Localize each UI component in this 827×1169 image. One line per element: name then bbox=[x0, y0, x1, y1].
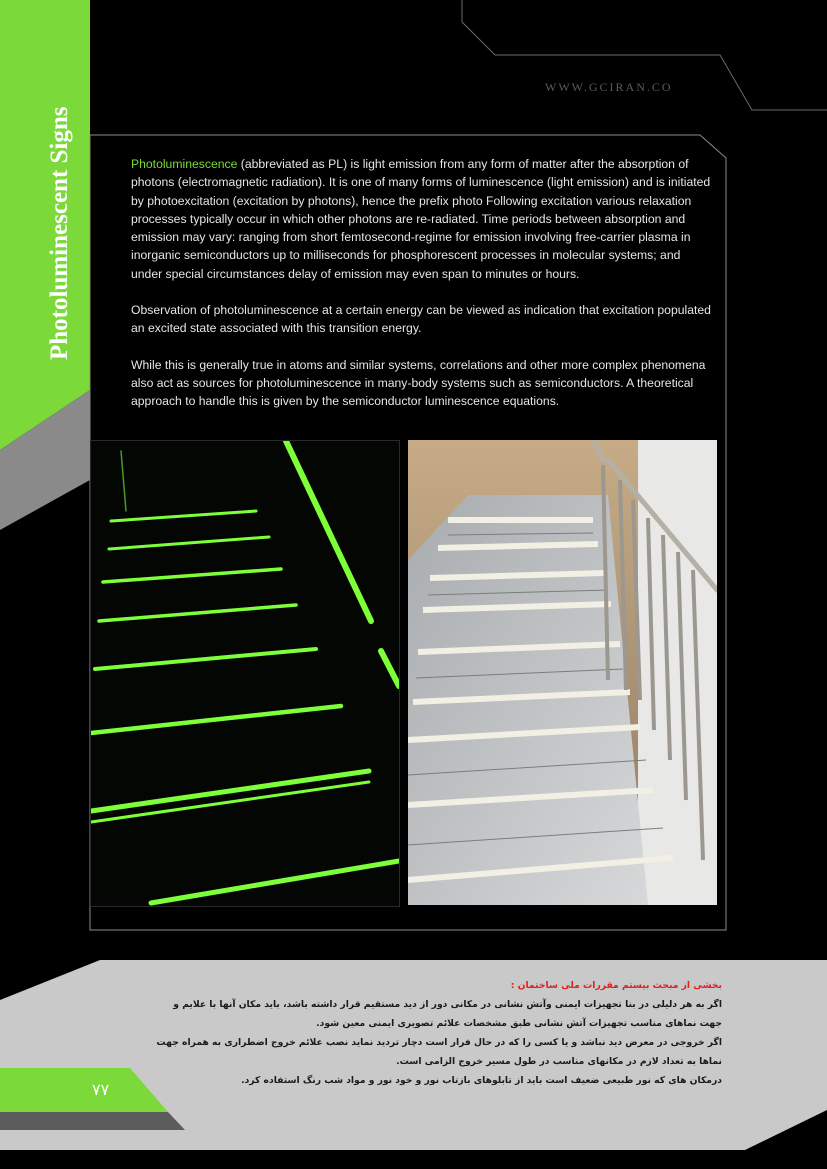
article-body bbox=[131, 155, 711, 429]
article-paragraph-1 bbox=[131, 155, 711, 283]
persian-paragraph-2: اگر خروجی در معرض دید نباشد و یا کسی را که در حال فرار است دچار تردید نماید نصب علائم خروج اضطراری به همراه جهت نماها به تعداد لازم در مکانهای مناسب در طول مسیر خروج الزامی است. bbox=[156, 1037, 722, 1067]
article-paragraph-2: Observation of photoluminescence at a certain energy can be viewed as indication that excitation populated an excited state associated with this transition energy. bbox=[131, 303, 711, 336]
term-highlight: Photoluminescence bbox=[131, 157, 238, 171]
article-paragraph-3: While this is generally true in atoms and similar systems, correlations and other more complex phenomena also act as sources for photoluminescence in many-body systems such as semiconductors. A theoretical approach to handle this is given by the semiconductor luminescence equations. bbox=[131, 357, 706, 409]
persian-text-block bbox=[150, 976, 722, 1090]
side-title: Photoluminescent Signs bbox=[46, 106, 73, 360]
page-number: ۷۷ bbox=[92, 1082, 110, 1099]
paragraph-1-text: (abbreviated as PL) is light emission from any form of matter after the absorption of photons (electromagnetic radiation). It is one of many forms of luminescence (light emission) and is initiated by photoexcitation (excitation by photons), hence the prefix photo Following excitation various relaxation processes typically occur in which other photons are re-radiated. Time periods between absorption and emission may vary: ranging from short femtosecond-regime for emission involving free-carrier plasma in inorganic semiconductors up to milliseconds for phosphorescent processes in molecular systems; and under special circumstances delay of emission may even span to minutes or hours. bbox=[131, 157, 711, 281]
bottom-dark-strip bbox=[0, 1112, 185, 1130]
persian-heading: بخشی از مبحث بیستم مقررات ملی ساختمان : bbox=[510, 980, 722, 991]
glow-stairs-photo bbox=[90, 440, 400, 907]
persian-paragraph-3: درمکان های که نور طبیعی ضعیف است باید از تابلوهای بازتاب نور و خود نور و مواد شب رنگ استفاده کرد. bbox=[241, 1075, 722, 1086]
website-url: WWW.GCIRAN.CO bbox=[545, 80, 673, 94]
marble-stairs-photo bbox=[408, 440, 717, 905]
persian-paragraph-1: اگر به هر دلیلی در بنا تجهیزات ایمنی وآتش نشانی در مکانی دور از دید مستقیم قرار داشته باشد، باید مکان آنها با علایم و جهت نماهای مناسب تجهیزات آتش نشانی طبق مشخصات علائم تصویری ایمنی معین شود. bbox=[173, 999, 722, 1029]
green-side-band bbox=[0, 0, 90, 450]
